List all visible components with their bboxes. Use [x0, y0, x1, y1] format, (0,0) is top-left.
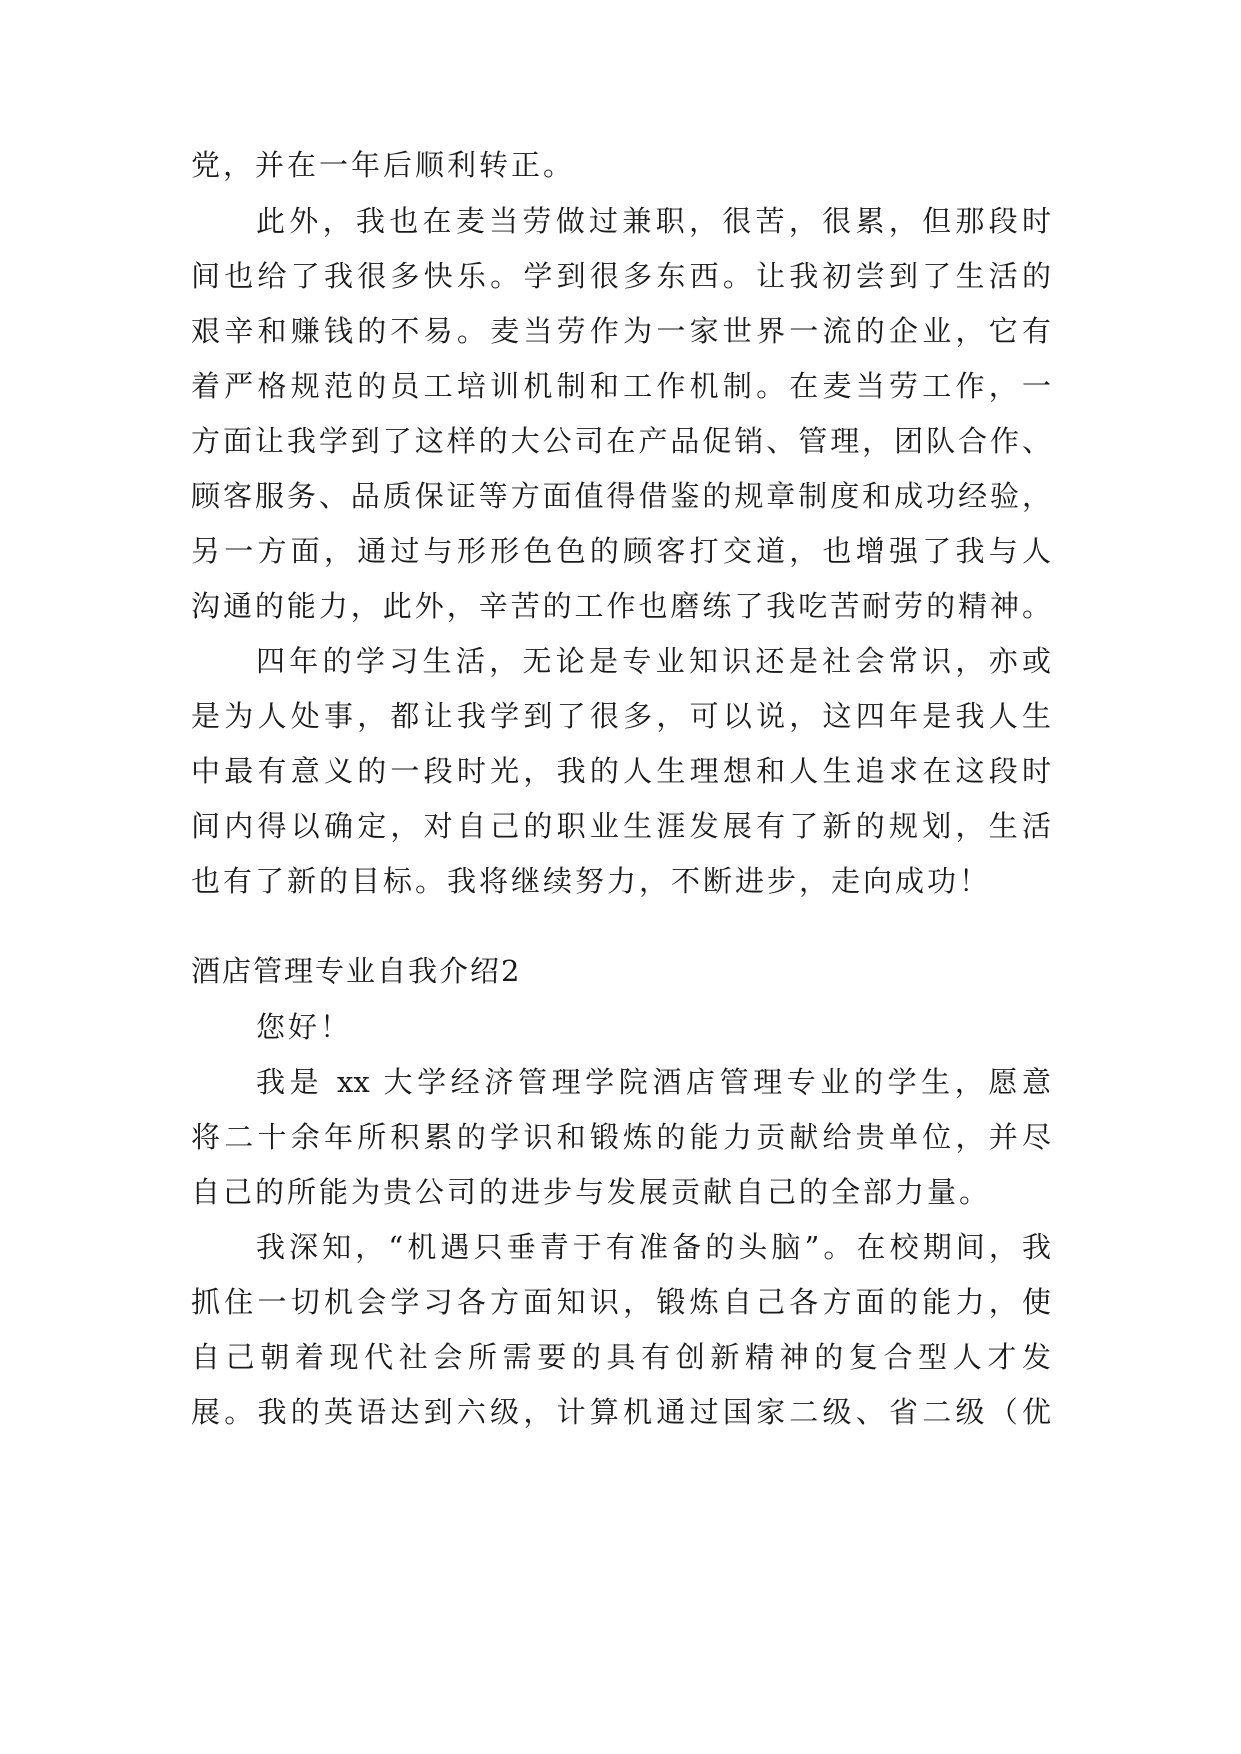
text-line: 是为人处事，都让我学到了很多，可以说，这四年是我人生	[191, 699, 1051, 733]
text-line: 四年的学习生活，无论是专业知识还是社会常识，亦或	[256, 644, 1051, 678]
text-line: 方面让我学到了这样的大公司在产品促销、管理，团队合作、	[191, 424, 1051, 458]
text-line: 艰辛和赚钱的不易。麦当劳作为一家世界一流的企业，它有	[191, 314, 1051, 348]
text-line: 抓住一切机会学习各方面知识，锻炼自己各方面的能力，使	[191, 1285, 1051, 1319]
text-line: 此外，我也在麦当劳做过兼职，很苦，很累，但那段时	[256, 204, 1051, 238]
text-line: 我深知，“机遇只垂青于有准备的头脑”。在校期间，我	[256, 1230, 1051, 1264]
text-line: 中最有意义的一段时光，我的人生理想和人生追求在这段时	[191, 754, 1051, 788]
text-line: 党，并在一年后顺利转正。	[191, 148, 576, 182]
text-line: 顾客服务、品质保证等方面值得借鉴的规章制度和成功经验，	[191, 479, 1051, 513]
text-line: 将二十余年所积累的学识和锻炼的能力贡献给贵单位，并尽	[191, 1120, 1051, 1154]
section-title: 酒店管理专业自我介绍2	[191, 954, 522, 988]
text-line: 间内得以确定，对自己的职业生涯发展有了新的规划，生活	[191, 809, 1051, 843]
text-line: 也有了新的目标。我将继续努力，不断进步，走向成功！	[191, 864, 992, 898]
text-line: 另一方面，通过与形形色色的顾客打交道，也增强了我与人	[191, 534, 1051, 568]
text-line: 沟通的能力，此外，辛苦的工作也磨练了我吃苦耐劳的精神。	[191, 589, 1051, 623]
text-line: 我是 xx 大学经济管理学院酒店管理专业的学生，愿意	[256, 1065, 1051, 1099]
text-line: 展。我的英语达到六级，计算机通过国家二级、省二级（优	[191, 1395, 1051, 1429]
text-line: 着严格规范的员工培训机制和工作机制。在麦当劳工作，一	[191, 369, 1051, 403]
text-line: 自己朝着现代社会所需要的具有创新精神的复合型人才发	[191, 1340, 1051, 1374]
text-line: 间也给了我很多快乐。学到很多东西。让我初尝到了生活的	[191, 259, 1051, 293]
text-line: 自己的所能为贵公司的进步与发展贡献自己的全部力量。	[191, 1175, 992, 1209]
greeting: 您好！	[256, 1010, 353, 1044]
